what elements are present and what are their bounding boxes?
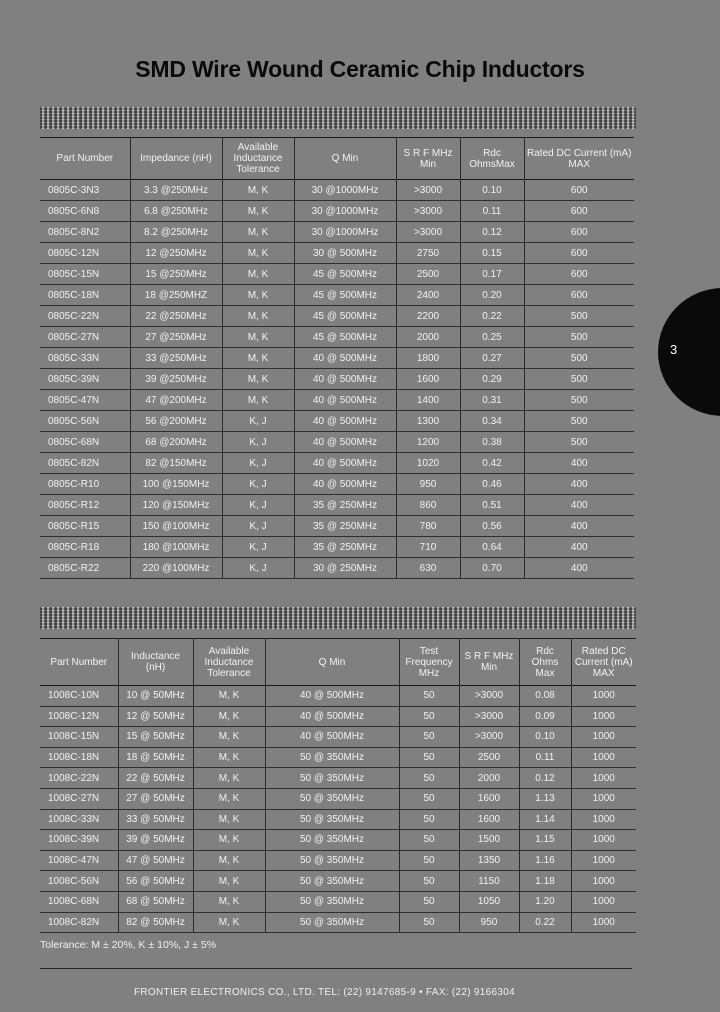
table-cell: 0805C-47N [40,390,130,411]
table-cell: 1008C-39N [40,830,118,851]
table-cell: 50 @ 350MHz [265,747,399,768]
table-cell: 500 [524,348,634,369]
table-cell: 1.20 [519,891,571,912]
table-cell: 950 [459,912,519,933]
table-cell: 1008C-10N [40,686,118,707]
table-cell: M, K [193,706,265,727]
table-cell: 50 [399,706,459,727]
table-cell: 1050 [459,891,519,912]
table-cell: 1008C-15N [40,727,118,748]
table-cell: 400 [524,537,634,558]
table-cell: 82 @ 50MHz [118,912,193,933]
table-cell: 39 @250MHz [130,369,222,390]
table-cell: 15 @ 50MHz [118,727,193,748]
table-cell: 1300 [396,411,460,432]
table-cell: M, K [193,747,265,768]
table-cell: 0.25 [460,327,524,348]
table-cell: 400 [524,516,634,537]
section-tab [658,288,720,416]
table-row [40,201,634,222]
table-cell: 56 @ 50MHz [118,871,193,892]
table-row [40,516,634,537]
table-cell: 50 [399,788,459,809]
table-row [40,788,636,809]
table-cell: 2750 [396,243,460,264]
table-cell: 1200 [396,432,460,453]
table-cell: M, K [222,180,294,201]
table-cell: M, K [193,871,265,892]
table-cell: M, K [193,850,265,871]
table-cell: 0.10 [460,180,524,201]
table-cell: 2400 [396,285,460,306]
table-cell: 0.22 [519,912,571,933]
table-cell: 1000 [571,830,636,851]
table-cell: K, J [222,432,294,453]
table-cell: M, K [222,327,294,348]
table-cell: 35 @ 250MHz [294,495,396,516]
table-cell: 1600 [459,809,519,830]
page-title: SMD Wire Wound Ceramic Chip Inductors [135,56,585,82]
table-row [40,222,634,243]
table-cell: K, J [222,537,294,558]
table-row [40,306,634,327]
table-cell: 1000 [571,768,636,789]
table-cell: 500 [524,306,634,327]
table-cell: 35 @ 250MHz [294,537,396,558]
table-cell: 0.27 [460,348,524,369]
table-cell: K, J [222,558,294,579]
table-row [40,180,634,201]
table-row [40,453,634,474]
table-cell: 0.29 [460,369,524,390]
table-cell: 0805C-R10 [40,474,130,495]
table-cell: 40 @ 500MHz [294,453,396,474]
table-cell: 0805C-22N [40,306,130,327]
table-cell: 0805C-18N [40,285,130,306]
table-cell: 8.2 @250MHz [130,222,222,243]
table-cell: 0805C-15N [40,264,130,285]
table-cell: 1800 [396,348,460,369]
table-cell: >3000 [396,180,460,201]
table-row [40,912,636,933]
column-header: Rated DC Current (mA) MAX [524,138,634,180]
table-cell: 18 @250MHZ [130,285,222,306]
table-cell: 1150 [459,871,519,892]
table-cell: M, K [222,222,294,243]
table-cell: 40 @ 500MHz [294,348,396,369]
table-cell: 860 [396,495,460,516]
section-divider-bar [40,107,636,129]
footer-rule [40,968,632,969]
column-header: S R F MHz Min [396,138,460,180]
table-cell: 45 @ 500MHz [294,306,396,327]
table-cell: 1008C-18N [40,747,118,768]
table-row [40,871,636,892]
table-cell: 50 [399,830,459,851]
table-cell: 500 [524,327,634,348]
table-cell: 0.17 [460,264,524,285]
table-cell: 68 @200MHz [130,432,222,453]
table-cell: 400 [524,453,634,474]
table-cell: 0805C-R22 [40,558,130,579]
table-cell: 0805C-12N [40,243,130,264]
table-cell: 600 [524,222,634,243]
table-cell: 0805C-33N [40,348,130,369]
table-cell: 33 @ 50MHz [118,809,193,830]
column-header: Impedance (nH) [130,138,222,180]
table-row [40,243,634,264]
table-row [40,537,634,558]
table-cell: 1.16 [519,850,571,871]
table-cell: 45 @ 500MHz [294,264,396,285]
table-cell: 0805C-3N3 [40,180,130,201]
table-cell: 40 @ 500MHz [294,474,396,495]
table-cell: 33 @250MHz [130,348,222,369]
table-cell: M, K [222,201,294,222]
table-cell: >3000 [396,201,460,222]
table-cell: M, K [193,891,265,912]
spec-table-1008 [40,638,636,933]
table-row [40,891,636,912]
table-cell: 40 @ 500MHz [294,369,396,390]
table-cell: 1000 [571,850,636,871]
table-cell: 27 @250MHz [130,327,222,348]
table-cell: 0.15 [460,243,524,264]
table-cell: 0805C-R12 [40,495,130,516]
table-cell: 1008C-27N [40,788,118,809]
table-cell: 27 @ 50MHz [118,788,193,809]
table-cell: 1.15 [519,830,571,851]
column-header: Rdc OhmsMax [460,138,524,180]
table-cell: 0.10 [519,727,571,748]
column-header: Q Min [265,639,399,686]
table-cell: 0.56 [460,516,524,537]
table-cell: 2500 [396,264,460,285]
table-cell: 780 [396,516,460,537]
table-cell: 0805C-56N [40,411,130,432]
table-cell: 6.8 @250MHz [130,201,222,222]
table-cell: 30 @ 250MHz [294,558,396,579]
table-cell: 1500 [459,830,519,851]
table-cell: 400 [524,558,634,579]
table-cell: 1000 [571,788,636,809]
table-cell: 1008C-22N [40,768,118,789]
table-cell: 47 @200MHz [130,390,222,411]
table-header-row [40,138,634,180]
table-cell: 0805C-68N [40,432,130,453]
table-cell: 630 [396,558,460,579]
table-cell: 10 @ 50MHz [118,686,193,707]
table-cell: 22 @250MHz [130,306,222,327]
table-cell: 1000 [571,686,636,707]
table-cell: 0.22 [460,306,524,327]
table-cell: 50 @ 350MHz [265,912,399,933]
table-cell: 40 @ 500MHz [265,706,399,727]
table-cell: 50 [399,871,459,892]
table-cell: 600 [524,243,634,264]
table-cell: >3000 [459,727,519,748]
table-cell: 50 [399,727,459,748]
table-cell: 600 [524,264,634,285]
table-cell: 500 [524,369,634,390]
table-cell: 2000 [459,768,519,789]
table-cell: 0805C-6N8 [40,201,130,222]
table-cell: 500 [524,432,634,453]
column-header: Q Min [294,138,396,180]
table-cell: 0805C-R15 [40,516,130,537]
table-cell: >3000 [396,222,460,243]
table-row [40,558,634,579]
table-cell: 1008C-82N [40,912,118,933]
table-row [40,327,634,348]
table-row [40,369,634,390]
table-cell: 50 [399,747,459,768]
table-cell: 40 @ 500MHz [265,727,399,748]
table-cell: 500 [524,390,634,411]
table-cell: 30 @1000MHz [294,222,396,243]
table-cell: 50 [399,768,459,789]
table-cell: 100 @150MHz [130,474,222,495]
table-cell: 0.12 [460,222,524,243]
table-row [40,747,636,768]
table-cell: 50 @ 350MHz [265,891,399,912]
table-cell: 50 [399,912,459,933]
table-cell: M, K [222,390,294,411]
table-row [40,348,634,369]
table-cell: 1350 [459,850,519,871]
table-cell: 0.64 [460,537,524,558]
table-cell: 1008C-47N [40,850,118,871]
table-cell: 0.20 [460,285,524,306]
table-cell: M, K [222,369,294,390]
table-cell: 45 @ 500MHz [294,285,396,306]
table-cell: 50 @ 350MHz [265,809,399,830]
table-cell: 30 @1000MHz [294,201,396,222]
table-cell: 18 @ 50MHz [118,747,193,768]
table-cell: 0.34 [460,411,524,432]
table-cell: 0.11 [460,201,524,222]
table-cell: 45 @ 500MHz [294,327,396,348]
table-cell: 0805C-27N [40,327,130,348]
table-cell: 50 [399,891,459,912]
table-cell: 40 @ 500MHz [294,432,396,453]
table-cell: 1.14 [519,809,571,830]
table-row [40,809,636,830]
table-cell: M, K [193,788,265,809]
table-cell: 1000 [571,706,636,727]
table-row [40,432,634,453]
table-cell: K, J [222,516,294,537]
table-cell: 0805C-8N2 [40,222,130,243]
table-cell: 1.13 [519,788,571,809]
table-cell: 1000 [571,891,636,912]
table-cell: M, K [222,306,294,327]
table-cell: M, K [222,348,294,369]
table-cell: 1000 [571,871,636,892]
table-row [40,686,636,707]
table-cell: 30 @1000MHz [294,180,396,201]
table-cell: M, K [193,768,265,789]
table-cell: 40 @ 500MHz [294,411,396,432]
table-cell: 2500 [459,747,519,768]
table-cell: 0.46 [460,474,524,495]
table-cell: 12 @ 50MHz [118,706,193,727]
table-cell: 50 [399,850,459,871]
table-row [40,706,636,727]
table-cell: 220 @100MHz [130,558,222,579]
column-header: Available Inductance Tolerance [222,138,294,180]
table-cell: 82 @150MHz [130,453,222,474]
table-cell: 47 @ 50MHz [118,850,193,871]
table-header-row [40,639,636,686]
table-cell: 50 @ 350MHz [265,850,399,871]
table-cell: 50 @ 350MHz [265,788,399,809]
table-row [40,830,636,851]
table-cell: 120 @150MHz [130,495,222,516]
table-row [40,264,634,285]
table-cell: 1008C-56N [40,871,118,892]
table-row [40,495,634,516]
column-header: S R F MHz Min [459,639,519,686]
section-tab-number: 3 [670,342,678,357]
table-cell: 1020 [396,453,460,474]
column-header: Available Inductance Tolerance [193,639,265,686]
table-cell: 40 @ 500MHz [265,686,399,707]
column-header: Rated DC Current (mA) MAX [571,639,636,686]
table-cell: 50 [399,809,459,830]
table-cell: 0805C-R18 [40,537,130,558]
table-cell: 0.42 [460,453,524,474]
table-cell: 50 @ 350MHz [265,768,399,789]
table-cell: 0.09 [519,706,571,727]
table-cell: 50 [399,686,459,707]
table-cell: 400 [524,495,634,516]
table-cell: 39 @ 50MHz [118,830,193,851]
table-cell: 600 [524,285,634,306]
table-cell: 2200 [396,306,460,327]
table-cell: M, K [222,264,294,285]
table-cell: 0.08 [519,686,571,707]
spec-table-0805 [40,137,634,579]
table-cell: 600 [524,180,634,201]
table-cell: 50 @ 350MHz [265,871,399,892]
table-cell: 0805C-82N [40,453,130,474]
table-cell: 710 [396,537,460,558]
column-header: Inductance (nH) [118,639,193,686]
table-cell: 1600 [396,369,460,390]
table-cell: 0.51 [460,495,524,516]
table-cell: 40 @ 500MHz [294,390,396,411]
table-cell: 0.31 [460,390,524,411]
table-cell: M, K [193,809,265,830]
table-cell: K, J [222,453,294,474]
table-row [40,850,636,871]
table-cell: M, K [222,243,294,264]
table-row [40,285,634,306]
column-header: Rdc Ohms Max [519,639,571,686]
table-cell: 1.18 [519,871,571,892]
table-cell: 50 @ 350MHz [265,830,399,851]
table-row [40,411,634,432]
table-cell: 1400 [396,390,460,411]
table-cell: 180 @100MHz [130,537,222,558]
table-cell: 22 @ 50MHz [118,768,193,789]
table-cell: M, K [193,912,265,933]
table-cell: 0.11 [519,747,571,768]
table-cell: M, K [193,686,265,707]
table-cell: 0.12 [519,768,571,789]
footer-contact: FRONTIER ELECTRONICS CO., LTD. TEL: (22) 9147685-9 • FAX: (22) 9166304 [134,987,515,998]
tolerance-note: Tolerance: M ± 20%, K ± 10%, J ± 5% [40,939,217,951]
table-cell: 15 @250MHz [130,264,222,285]
table-cell: 600 [524,201,634,222]
table-cell: 1000 [571,727,636,748]
table-cell: 150 @100MHz [130,516,222,537]
table-cell: 1008C-12N [40,706,118,727]
table-cell: 950 [396,474,460,495]
table-cell: 1000 [571,912,636,933]
table-cell: 1008C-68N [40,891,118,912]
table-cell: 30 @ 500MHz [294,243,396,264]
table-cell: 12 @250MHz [130,243,222,264]
table-cell: >3000 [459,706,519,727]
table-cell: M, K [193,727,265,748]
table-cell: 1008C-33N [40,809,118,830]
column-header: Part Number [40,138,130,180]
table-cell: 2000 [396,327,460,348]
table-cell: 0.70 [460,558,524,579]
table-row [40,390,634,411]
table-cell: 500 [524,411,634,432]
section-divider-bar [40,607,636,629]
table-cell: 1000 [571,747,636,768]
table-cell: >3000 [459,686,519,707]
table-cell: 400 [524,474,634,495]
column-header: Part Number [40,639,118,686]
table-cell: K, J [222,495,294,516]
table-cell: 3.3 @250MHz [130,180,222,201]
table-cell: 1000 [571,809,636,830]
table-row [40,768,636,789]
table-cell: 68 @ 50MHz [118,891,193,912]
table-cell: 56 @200MHz [130,411,222,432]
table-row [40,474,634,495]
column-header: Test Frequency MHz [399,639,459,686]
table-cell: K, J [222,411,294,432]
table-cell: K, J [222,474,294,495]
table-cell: 0805C-39N [40,369,130,390]
table-cell: M, K [193,830,265,851]
table-cell: 1600 [459,788,519,809]
table-cell: M, K [222,285,294,306]
table-row [40,727,636,748]
table-cell: 35 @ 250MHz [294,516,396,537]
table-cell: 0.38 [460,432,524,453]
